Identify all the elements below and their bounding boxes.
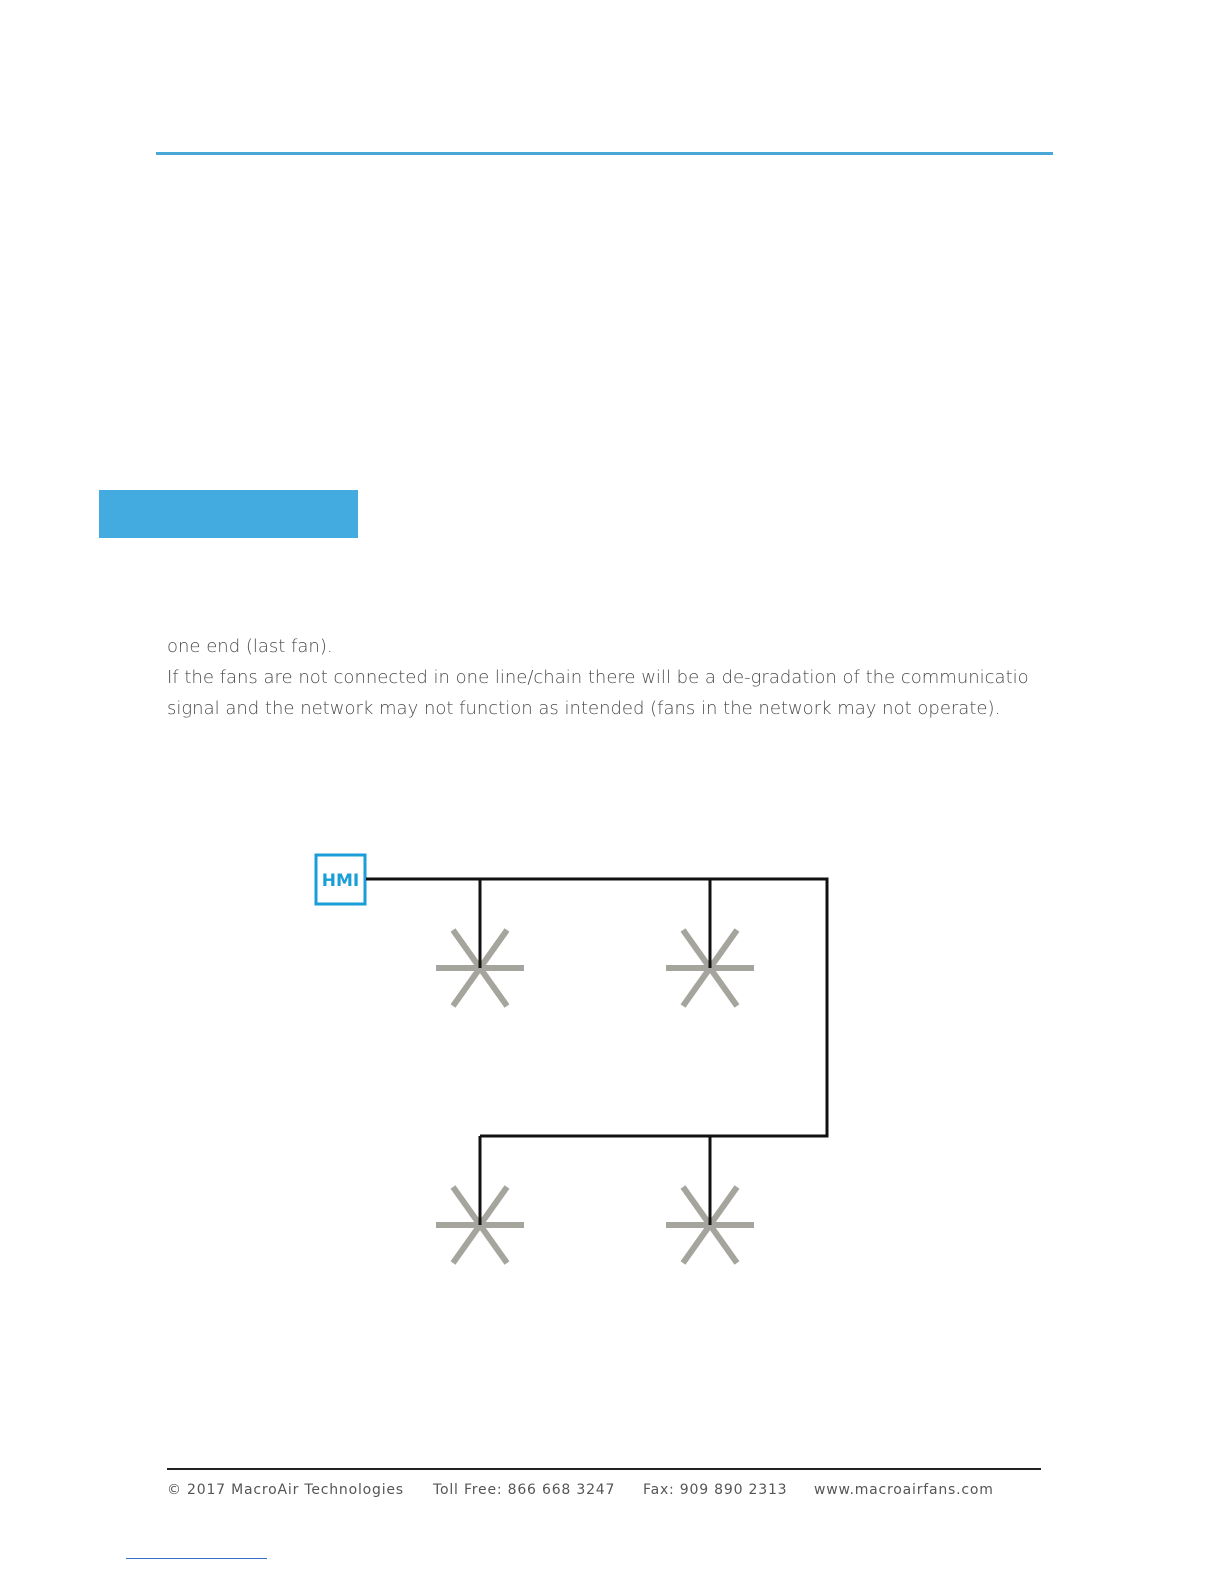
body-paragraph: [167, 631, 1047, 724]
header-rule: [156, 152, 1053, 155]
body-line-3: signal and the network may not function as intended (fans in the network may not operate).: [167, 698, 1001, 719]
hmi-label: HMI: [321, 871, 360, 891]
network-wiring-diagram: [300, 840, 860, 1280]
hmi-controller: [316, 855, 365, 904]
footer-website[interactable]: www.macroairfans.com: [814, 1482, 994, 1498]
footer-fax: Fax: 909 890 2313: [643, 1482, 788, 1498]
bottom-link-underline[interactable]: [126, 1558, 267, 1559]
footer-rule: [167, 1468, 1041, 1470]
daisy-chain-wire: [366, 879, 827, 1225]
body-line-1: one end (last fan).: [167, 636, 333, 657]
footer-toll-free: Toll Free: 866 668 3247: [433, 1482, 616, 1498]
footer-copyright: © 2017 MacroAir Technologies: [167, 1482, 404, 1498]
section-banner: [99, 490, 358, 538]
body-line-2: If the fans are not connected in one line/chain there will be a de-gradation of the communicatio: [167, 667, 1029, 688]
